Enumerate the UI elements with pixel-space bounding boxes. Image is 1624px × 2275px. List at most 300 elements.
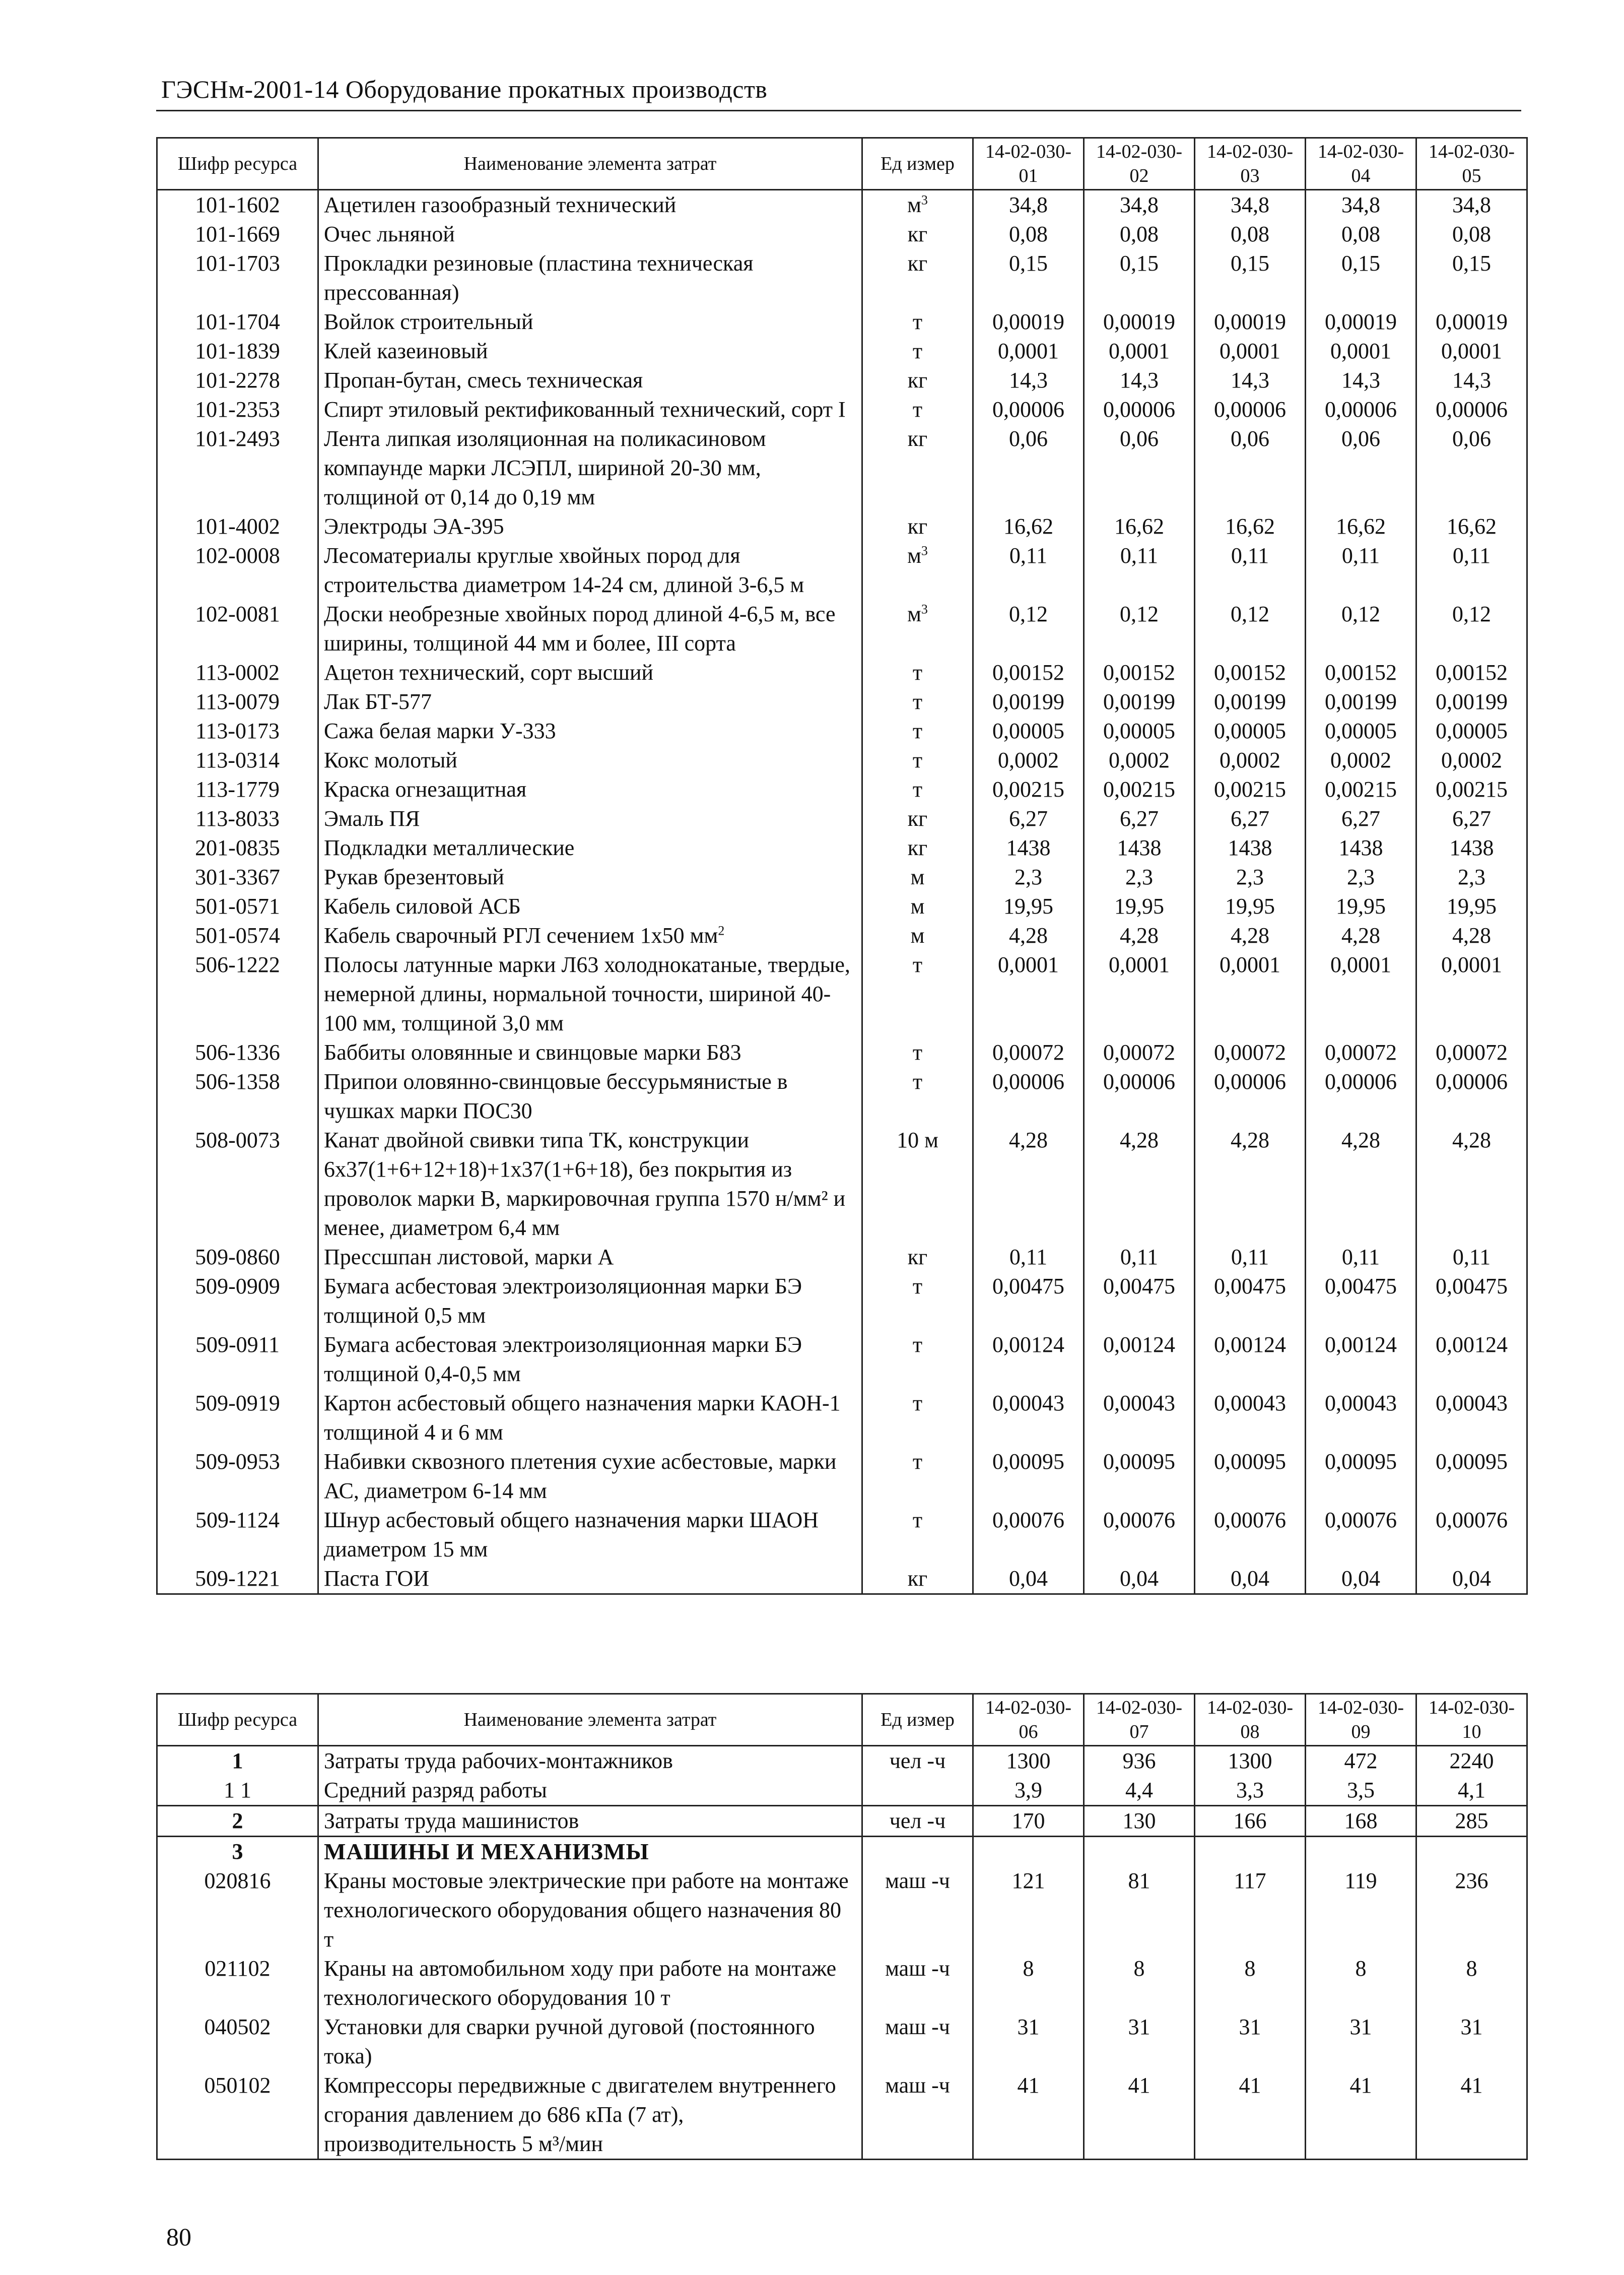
cost-element-name [318,424,862,512]
cost-element-name-text: Паста ГОИ [324,1566,430,1591]
table-row [157,950,1527,1038]
value-cell-4: 0,00095 [1306,1447,1416,1506]
value-cell-2: 14,3 [1084,366,1195,395]
cost-element-name-text: Картон асбестовый общего назначения марки КАОН-1 толщиной 4 и 6 мм [324,1391,841,1445]
unit-of-measure [862,1954,973,2012]
value-cell-5: 0,00072 [1416,1038,1527,1067]
unit-text: чел -ч [889,1748,946,1773]
unit-text: т [912,1332,923,1357]
table-row [157,1243,1527,1272]
unit-text: кг [907,1245,928,1269]
cost-element-name-text: Лента липкая изоляционная на поликасиновом компаунде марки ЛСЭПЛ, шириной 20-30 мм, толщиной от 0,14 до 0,19 мм [324,426,766,509]
value-cell-5: 0,00019 [1416,307,1527,337]
table-row [157,1806,1527,1837]
value-cell-3: 0,00095 [1195,1447,1306,1506]
value-cell-3: 0,00199 [1195,687,1306,717]
value-cell-4: 8 [1306,1954,1416,2012]
unit-of-measure [862,2012,973,2071]
value-cell-4: 4,28 [1306,1126,1416,1243]
cost-element-name [318,1837,862,1867]
cost-element-name [318,1126,862,1243]
resource-code: 113-8033 [157,804,318,833]
resource-code: 2 [157,1806,318,1837]
unit-text: т [912,397,923,422]
unit-text: т [912,1040,923,1065]
value-cell-2: 0,0002 [1084,746,1195,775]
resource-code: 113-1779 [157,775,318,804]
cost-element-name [318,1776,862,1806]
value-cell-5: 0,0001 [1416,950,1527,1038]
value-cell-3: 0,00215 [1195,775,1306,804]
unit-of-measure [862,746,973,775]
value-cell-3: 0,00006 [1195,1067,1306,1126]
value-cell-1: 0,0002 [973,746,1084,775]
table-row [157,512,1527,541]
value-cell-4: 0,12 [1306,600,1416,658]
value-cell-4: 0,06 [1306,424,1416,512]
value-cell-5: 1438 [1416,833,1527,863]
cost-element-name [318,658,862,687]
value-cell-4: 34,8 [1306,190,1416,220]
unit-text: т [912,309,923,334]
table-row [157,600,1527,658]
unit-text: т [912,1449,923,1474]
value-cell-4: 0,00019 [1306,307,1416,337]
header-col-2: 14-02-030-02 [1084,138,1195,190]
unit-superscript: 3 [921,543,928,558]
cost-element-name-text: Краны мостовые электрические при работе на монтаже технологического оборудования общего назначения 80 т [324,1868,849,1952]
resource-code: 101-1602 [157,190,318,220]
table-row [157,1506,1527,1564]
value-cell-3: 4,28 [1195,921,1306,950]
table-row [157,307,1527,337]
cost-element-name-text: Кабель силовой АСБ [324,894,521,919]
cost-element-name [318,804,862,833]
value-cell-4: 2,3 [1306,863,1416,892]
value-cell-1: 19,95 [973,892,1084,921]
value-cell-1: 14,3 [973,366,1084,395]
unit-superscript: 3 [921,602,928,617]
value-cell-4: 0,00124 [1306,1330,1416,1389]
value-cell-2: 0,00199 [1084,687,1195,717]
value-cell-1: 0,00019 [973,307,1084,337]
resource-code: 509-0860 [157,1243,318,1272]
table-row [157,746,1527,775]
unit-of-measure [862,1243,973,1272]
cost-element-name-text: Набивки сквозного плетения сухие асбестовые, марки АС, диаметром 6-14 мм [324,1449,837,1503]
cost-element-name [318,1866,862,1954]
value-cell-2: 0,12 [1084,600,1195,658]
value-cell-3: 0,0002 [1195,746,1306,775]
value-cell-4: 0,00475 [1306,1272,1416,1330]
value-cell-1: 0,11 [973,1243,1084,1272]
cost-element-name-text: Рукав брезентовый [324,865,504,889]
resource-code: 113-0002 [157,658,318,687]
header-name: Наименование элемента затрат [318,138,862,190]
resource-code: 101-1704 [157,307,318,337]
unit-text: маш -ч [885,1956,950,1981]
value-cell-1: 6,27 [973,804,1084,833]
value-cell-4: 19,95 [1306,892,1416,921]
value-cell-3: 3,3 [1195,1776,1306,1806]
resource-code: 509-1221 [157,1564,318,1594]
unit-of-measure [862,658,973,687]
cost-element-name [318,833,862,863]
resource-code: 102-0081 [157,600,318,658]
value-cell-2: 81 [1084,1866,1195,1954]
value-cell-5: 2,3 [1416,863,1527,892]
cost-element-name-text: Доски необрезные хвойных пород длиной 4-6,5 м, все ширины, толщиной 44 мм и более, III сорта [324,602,836,656]
header-code: Шифр ресурса [157,138,318,190]
unit-of-measure [862,1067,973,1126]
table-row [157,1776,1527,1806]
resource-code: 101-1839 [157,337,318,366]
cost-element-name-text: Припои оловянно-свинцовые бессурьмянистые в чушках марки ПОС30 [324,1069,788,1123]
unit-of-measure [862,950,973,1038]
value-cell-5: 0,00076 [1416,1506,1527,1564]
value-cell-5: 0,00199 [1416,687,1527,717]
table-row [157,2071,1527,2160]
section-row [157,1837,1527,1867]
cost-element-name-text: Войлок строительный [324,309,533,334]
value-cell-4: 0,0001 [1306,337,1416,366]
cost-element-name-text: Спирт этиловый ректификованный технический, сорт I [324,397,846,422]
value-cell-3: 0,00019 [1195,307,1306,337]
cost-element-name [318,746,862,775]
unit-text: т [912,952,923,977]
unit-text: маш -ч [885,1868,950,1893]
unit-superscript: 3 [921,192,928,208]
value-cell-3: 2,3 [1195,863,1306,892]
value-cell-5: 0,00006 [1416,395,1527,424]
unit-of-measure [862,395,973,424]
table-row [157,717,1527,746]
value-cell-2: 0,00076 [1084,1506,1195,1564]
unit-of-measure [862,1272,973,1330]
materials-table [156,137,1528,1595]
value-cell-5: 34,8 [1416,190,1527,220]
header-unit: Ед измер [862,1694,973,1746]
cost-element-name [318,1954,862,2012]
unit-of-measure [862,775,973,804]
resource-code: 020816 [157,1866,318,1954]
unit-text: кг [907,514,928,539]
value-cell-1: 3,9 [973,1776,1084,1806]
unit-of-measure [862,1447,973,1506]
value-cell-3: 117 [1195,1866,1306,1954]
value-cell-5: 16,62 [1416,512,1527,541]
unit-text: т [912,719,923,743]
value-cell-1: 0,0001 [973,950,1084,1038]
table-row [157,775,1527,804]
cost-element-name [318,541,862,600]
value-cell-1: 1300 [973,1746,1084,1776]
value-cell-2: 0,00124 [1084,1330,1195,1389]
value-cell-2: 34,8 [1084,190,1195,220]
cost-element-name-text: Канат двойной свивки типа ТК, конструкции 6х37(1+6+12+18)+1х37(1+6+18), без покрытия из проволок марки В, маркировочная группа 1570 н/мм² и менее, диаметром 6,4 мм [324,1128,846,1240]
value-cell-4: 41 [1306,2071,1416,2160]
table-row [157,1447,1527,1506]
value-cell-2: 4,28 [1084,1126,1195,1243]
cost-element-name [318,337,862,366]
value-cell-2: 0,00006 [1084,395,1195,424]
cost-element-name-text: Установки для сварки ручной дуговой (постоянного тока) [324,2014,815,2068]
resource-code: 101-2278 [157,366,318,395]
value-cell-5: 0,0002 [1416,746,1527,775]
table-row [157,833,1527,863]
value-cell-1: 2,3 [973,863,1084,892]
value-cell-4: 4,28 [1306,921,1416,950]
resource-code: 509-0919 [157,1389,318,1447]
cost-element-name [318,1506,862,1564]
unit-text: т [912,339,923,363]
value-cell-3: 0,00005 [1195,717,1306,746]
unit-text: т [912,777,923,802]
unit-text: т [912,1508,923,1532]
value-cell-5: 0,04 [1416,1564,1527,1594]
resource-code: 1 1 [157,1776,318,1806]
resource-code: 113-0079 [157,687,318,717]
resource-code: 509-0953 [157,1447,318,1506]
value-cell-1: 0,00095 [973,1447,1084,1506]
resource-code: 3 [157,1837,318,1867]
value-cell-2: 0,11 [1084,541,1195,600]
cost-element-name-text: Прокладки резиновые (пластина техническая прессованная) [324,251,754,305]
cost-element-name-text: Клей казеиновый [324,339,488,363]
value-cell-5: 0,00124 [1416,1330,1527,1389]
unit-text: т [912,1069,923,1094]
unit-of-measure [862,541,973,600]
resource-code: 509-0911 [157,1330,318,1389]
cost-element-name-text: Кокс молотый [324,748,457,772]
value-cell-5: 285 [1416,1806,1527,1837]
value-cell-5: 236 [1416,1866,1527,1954]
unit-text: 10 м [897,1128,938,1152]
value-cell-4: 0,04 [1306,1564,1416,1594]
cost-element-name-text: Ацетон технический, сорт высший [324,660,654,685]
cost-element-name-text: Затраты труда рабочих-монтажников [324,1748,673,1773]
value-cell-2: 1438 [1084,833,1195,863]
labor-machines-table [156,1693,1528,2160]
unit-of-measure [862,600,973,658]
value-cell-5: 4,28 [1416,921,1527,950]
page-header-title: ГЭСНм-2001-14 Оборудование прокатных производств [161,75,768,103]
cost-element-name [318,600,862,658]
cost-element-name-text: Шнур асбестовый общего назначения марки ШАОН диаметром 15 мм [324,1508,819,1562]
value-cell-1: 121 [973,1866,1084,1954]
table-row [157,658,1527,687]
header-col-4: 14-02-030-09 [1306,1694,1416,1746]
value-cell-2: 0,11 [1084,1243,1195,1272]
unit-text: маш -ч [885,2014,950,2039]
cost-element-name-text: Эмаль ПЯ [324,806,420,831]
cost-element-name [318,249,862,307]
value-cell-1: 8 [973,1954,1084,2012]
value-cell-4: 0,00152 [1306,658,1416,687]
cost-element-name-text: Кабель сварочный РГЛ сечением 1х50 мм [324,923,718,948]
value-cell-1: 0,00006 [973,1067,1084,1126]
cost-element-name [318,220,862,249]
value-cell-2: 936 [1084,1746,1195,1776]
value-cell-3: 0,12 [1195,600,1306,658]
table-header-row [157,138,1527,190]
cost-element-name [318,717,862,746]
cost-element-name [318,190,862,220]
cost-element-name [318,512,862,541]
cost-element-name-text: Лесоматериалы круглые хвойных пород для строительства диаметром 14-24 см, длиной 3-6,5 м [324,543,804,597]
value-cell-4: 31 [1306,2012,1416,2071]
value-cell-4: 0,00076 [1306,1506,1416,1564]
unit-of-measure [862,1866,973,1954]
table-row [157,1038,1527,1067]
value-cell-2: 0,00215 [1084,775,1195,804]
unit-text: кг [907,222,928,246]
unit-text: кг [907,251,928,276]
resource-code: 101-2493 [157,424,318,512]
table-row [157,366,1527,395]
table-row [157,1389,1527,1447]
cost-element-name [318,1564,862,1594]
value-cell-4: 0,00072 [1306,1038,1416,1067]
unit-of-measure [862,512,973,541]
value-cell-5: 4,1 [1416,1776,1527,1806]
value-cell-5: 0,06 [1416,424,1527,512]
value-cell-4: 0,00005 [1306,717,1416,746]
value-cell-3 [1195,1837,1306,1867]
value-cell-1: 41 [973,2071,1084,2160]
unit-text: т [912,1274,923,1298]
value-cell-1: 0,00076 [973,1506,1084,1564]
value-cell-5: 0,08 [1416,220,1527,249]
cost-element-name-text: Краны на автомобильном ходу при работе на монтаже технологического оборудования 10 т [324,1956,837,2010]
value-cell-5: 0,12 [1416,600,1527,658]
cost-element-name [318,1272,862,1330]
value-cell-2: 2,3 [1084,863,1195,892]
cost-element-name-text: Компрессоры передвижные с двигателем внутреннего сгорания давлением до 686 кПа (7 ат), производительность 5 м³/мин [324,2073,836,2156]
resource-code: 040502 [157,2012,318,2071]
value-cell-5: 0,00006 [1416,1067,1527,1126]
value-cell-1: 0,00199 [973,687,1084,717]
value-cell-2: 0,00072 [1084,1038,1195,1067]
value-cell-4: 1438 [1306,833,1416,863]
cost-element-name [318,775,862,804]
cost-element-name [318,395,862,424]
unit-of-measure [862,863,973,892]
header-col-1: 14-02-030-06 [973,1694,1084,1746]
value-cell-2: 0,00152 [1084,658,1195,687]
resource-code: 113-0314 [157,746,318,775]
value-cell-3: 0,00072 [1195,1038,1306,1067]
table-row [157,1330,1527,1389]
unit-text: кг [907,1566,928,1591]
unit-of-measure [862,687,973,717]
value-cell-1: 170 [973,1806,1084,1837]
cost-element-name [318,1746,862,1776]
value-cell-2: 0,00043 [1084,1389,1195,1447]
table-row [157,1746,1527,1776]
value-cell-1: 0,08 [973,220,1084,249]
value-cell-4: 119 [1306,1866,1416,1954]
cost-element-name [318,863,862,892]
value-cell-1: 4,28 [973,1126,1084,1243]
cost-element-name [318,2012,862,2071]
table-row [157,1564,1527,1594]
value-cell-4: 0,00215 [1306,775,1416,804]
value-cell-1: 31 [973,2012,1084,2071]
value-cell-4: 16,62 [1306,512,1416,541]
value-cell-2: 4,28 [1084,921,1195,950]
unit-of-measure [862,1837,973,1867]
value-cell-1: 0,00124 [973,1330,1084,1389]
table-row [157,921,1527,950]
unit-text: м [910,865,925,889]
value-cell-2: 0,00005 [1084,717,1195,746]
value-cell-2: 0,04 [1084,1564,1195,1594]
unit-of-measure [862,249,973,307]
value-cell-1: 0,06 [973,424,1084,512]
resource-code: 113-0173 [157,717,318,746]
table-row [157,1866,1527,1954]
cost-element-name-text: Баббиты оловянные и свинцовые марки Б83 [324,1040,741,1065]
value-cell-3: 0,0001 [1195,950,1306,1038]
unit-of-measure [862,424,973,512]
value-cell-2: 0,00475 [1084,1272,1195,1330]
unit-of-measure [862,892,973,921]
unit-of-measure [862,1806,973,1837]
value-cell-1: 0,11 [973,541,1084,600]
unit-of-measure [862,1776,973,1806]
table-row [157,2012,1527,2071]
value-cell-1 [973,1837,1084,1867]
unit-of-measure [862,307,973,337]
value-cell-5: 8 [1416,1954,1527,2012]
table-row [157,249,1527,307]
header-col-1: 14-02-030-01 [973,138,1084,190]
value-cell-3: 0,08 [1195,220,1306,249]
cost-element-name-text: Лак БТ-577 [324,689,432,714]
resource-code: 1 [157,1746,318,1776]
resource-code: 201-0835 [157,833,318,863]
value-cell-3: 8 [1195,1954,1306,2012]
resource-code: 102-0008 [157,541,318,600]
header-code: Шифр ресурса [157,1694,318,1746]
cost-element-name [318,892,862,921]
value-cell-5: 0,00152 [1416,658,1527,687]
unit-text: чел -ч [889,1808,946,1833]
unit-of-measure [862,1389,973,1447]
cost-element-name [318,921,862,950]
header-col-3: 14-02-030-08 [1195,1694,1306,1746]
cost-element-name [318,1447,862,1506]
header-col-2: 14-02-030-07 [1084,1694,1195,1746]
resource-code: 301-3367 [157,863,318,892]
cost-element-name [318,1330,862,1389]
cost-element-name [318,307,862,337]
header-col-3: 14-02-030-03 [1195,138,1306,190]
value-cell-5: 41 [1416,2071,1527,2160]
value-cell-2: 4,4 [1084,1776,1195,1806]
unit-of-measure [862,833,973,863]
unit-text: т [912,689,923,714]
value-cell-2: 0,00006 [1084,1067,1195,1126]
value-cell-2 [1084,1837,1195,1867]
table-row [157,892,1527,921]
value-cell-1: 0,00215 [973,775,1084,804]
value-cell-4: 0,00006 [1306,395,1416,424]
unit-of-measure [862,921,973,950]
value-cell-3: 0,00124 [1195,1330,1306,1389]
resource-code: 506-1336 [157,1038,318,1067]
